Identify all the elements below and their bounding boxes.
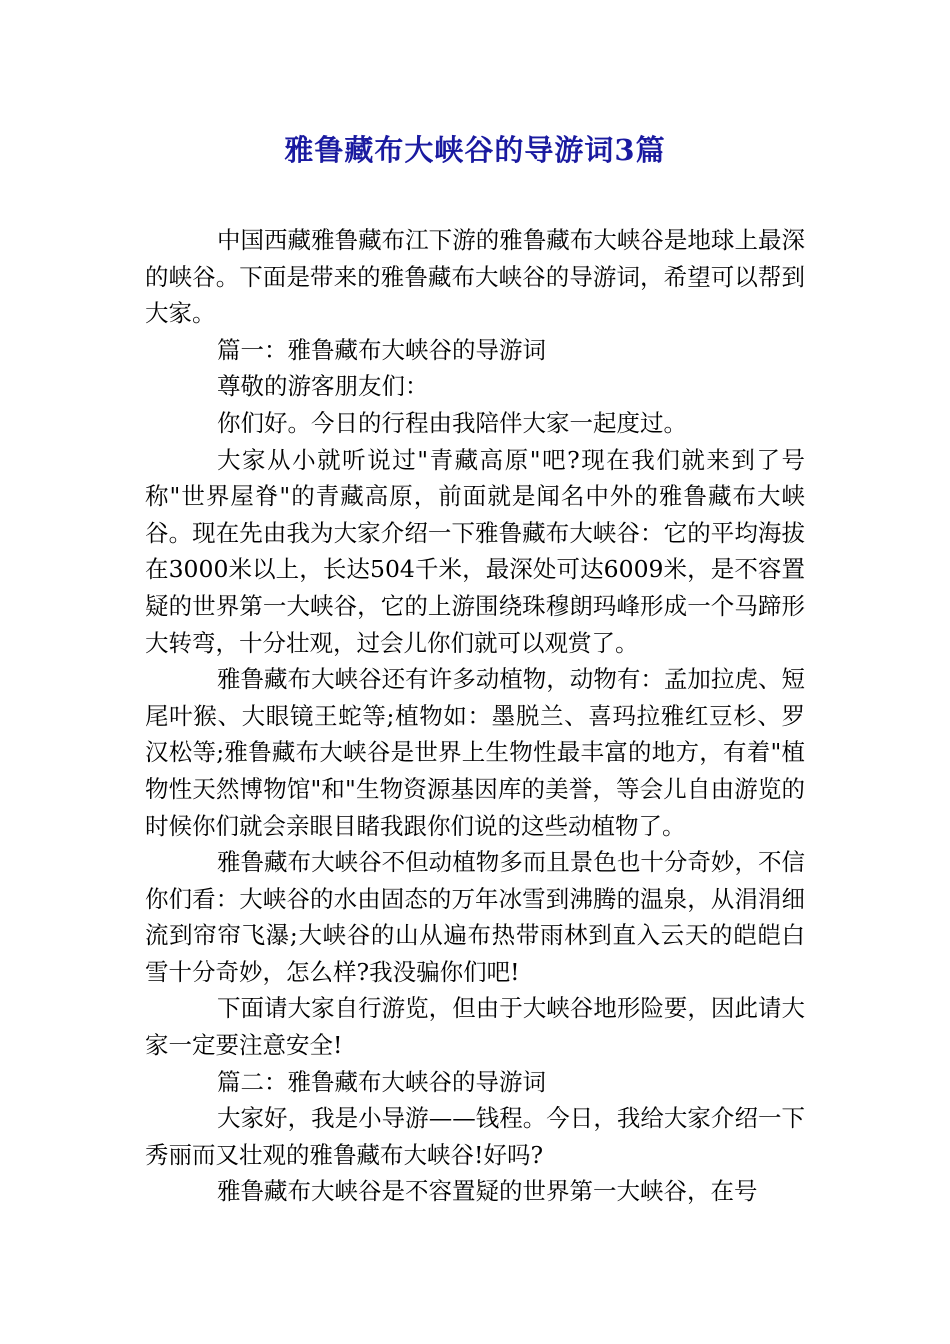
paragraph-guide-intro: 大家好，我是小导游——钱程。今日，我给大家介绍一下秀丽而又壮观的雅鲁藏布大峡谷!好吗? [145,1104,805,1169]
document-body [145,222,805,1210]
paragraph-safety: 下面请大家自行游览，但由于大峡谷地形险要，因此请大家一定要注意安全! [145,994,805,1060]
paragraph-wildlife: 雅鲁藏布大峡谷还有许多动植物，动物有：孟加拉虎、短尾叶猴、大眼镜王蛇等;植物如：墨脱兰、喜玛拉雅红豆杉、罗汉松等;雅鲁藏布大峡谷是世界上生物性最丰富的地方，有着"植物性天然博物馆"和"生物资源基因库的美誉，等会儿自由游览的时候你们就会亲眼目睹我跟你们说的这些动植物了。 [145,665,805,840]
paragraph-canyon: 雅鲁藏布大峡谷是不容置疑的世界第一大峡谷，在号 [217,1177,758,1206]
paragraph-hello: 你们好。今日的行程由我陪伴大家一起度过。 [217,408,687,437]
paragraph-scenery: 雅鲁藏布大峡谷不但动植物多而且景色也十分奇妙，不信你们看：大峡谷的水由固态的万年冰雪到沸腾的温泉，从涓涓细流到帘帘飞瀑;大峡谷的山从遍布热带雨林到直入云天的皑皑白雪十分奇妙，怎么样?我没骗你们吧! [145,848,805,986]
section-heading-1: 篇一：雅鲁藏布大峡谷的导游词 [217,335,546,364]
paragraph-greeting: 尊敬的游客朋友们： [217,372,429,401]
paragraph-intro: 中国西藏雅鲁藏布江下游的雅鲁藏布大峡谷是地球上最深的峡谷。下面是带来的雅鲁藏布大峡谷的导游词，希望可以帮到大家。 [145,226,805,328]
paragraph-plateau: 大家从小就听说过"青藏高原"吧?现在我们就来到了号称"世界屋脊"的青藏高原，前面就是闻名中外的雅鲁藏布大峡谷。现在先由我为大家介绍一下雅鲁藏布大峡谷：它的平均海拔在3000米以上，长达504千米，最深处可达6009米，是不容置疑的世界第一大峡谷，它的上游围绕珠穆朗玛峰形成一个马蹄形大转弯，十分壮观，过会儿你们就可以观赏了。 [145,445,805,657]
document-title: 雅鲁藏布大峡谷的导游词3篇 [284,133,666,167]
section-heading-2: 篇二：雅鲁藏布大峡谷的导游词 [217,1067,546,1096]
